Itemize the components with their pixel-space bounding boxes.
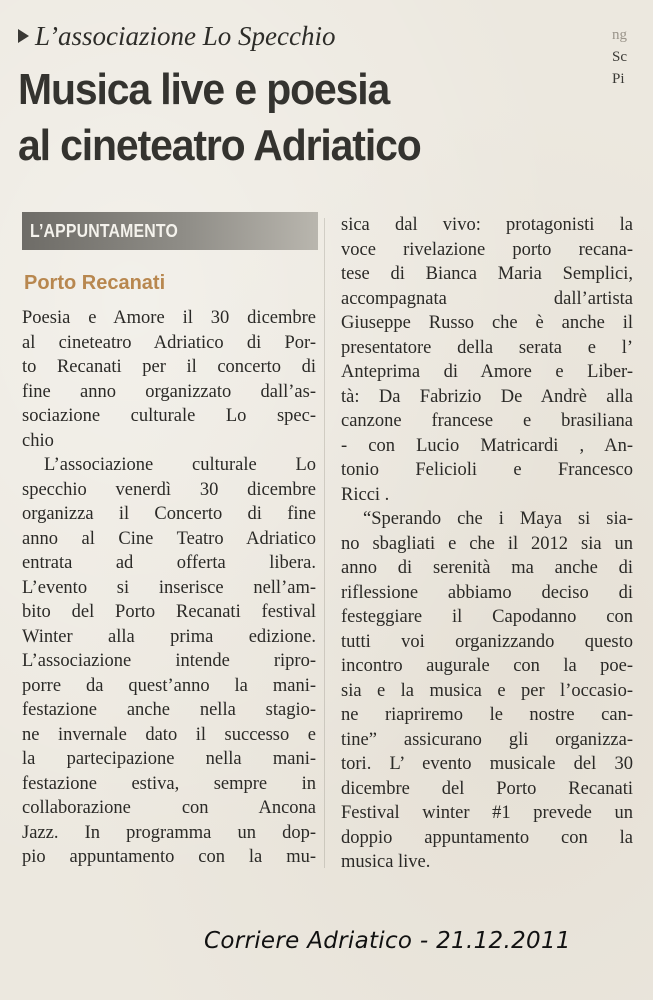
article-headline [18, 62, 576, 174]
text-line: collaborazione con Ancona [22, 798, 316, 818]
text-line: Ricci . [341, 484, 390, 505]
text-line: incontro augurale con la poe- [341, 656, 633, 676]
text-line: ne invernale dato il successo e [22, 724, 316, 745]
text-line: entrata ad offerta libera. [22, 553, 316, 573]
text-line: specchio venerdì 30 dicembre [22, 479, 316, 500]
text-line: sia e la musica e per l’occasio- [341, 680, 633, 701]
text-line: organizza il Concerto di fine [22, 504, 316, 524]
text-line: L’associazione culturale Lo [44, 455, 316, 475]
text-line: dicembre del Porto Recanati [341, 778, 633, 799]
neighbor-line: Sc [612, 49, 627, 65]
neighbor-line: Pi [612, 71, 625, 87]
text-line: festeggiare il Capodanno con [341, 607, 633, 627]
text-line: Jazz. In programma un dop- [22, 822, 316, 843]
text-line: Giuseppe Russo che è anche il [341, 313, 633, 333]
text-line: anno di serenità ma anche di [341, 558, 633, 578]
text-line: anno al Cine Teatro Adriatico [22, 528, 316, 549]
text-line: tori. L’ evento musicale del 30 [341, 754, 633, 774]
neighbor-line: ng [612, 27, 627, 43]
text-line: Winter alla prima edizione. [22, 626, 316, 647]
text-line: Festival winter #1 prevede un [341, 803, 633, 823]
text-line: porre da quest’anno la mani- [22, 675, 316, 696]
text-line: tutti voi organizzando questo [341, 631, 633, 652]
text-line: “Sperando che i Maya si sia- [363, 509, 633, 529]
text-line: festazione estiva, sempre in [22, 773, 316, 794]
neighbor-article-fragment [612, 24, 653, 94]
headline-line-2: al cineteatro Adriatico [18, 121, 421, 170]
text-line: canzone francese e brasiliana [341, 411, 633, 431]
text-line: to Recanati per il concerto di [22, 357, 316, 377]
text-line: L’associazione intende ripro- [22, 651, 316, 671]
article-column-right [341, 213, 633, 875]
column-divider [324, 218, 325, 868]
article-column-left [22, 306, 316, 870]
text-line: fine anno organizzato dall’as- [22, 381, 316, 402]
text-line: chio [22, 430, 54, 451]
text-line: presentatore della serata e l’ [341, 337, 633, 358]
text-line: riflessione abbiamo deciso di [341, 582, 633, 603]
headline-line-1: Musica live e poesia [18, 65, 390, 114]
text-line: voce rivelazione porto recana- [341, 239, 633, 260]
text-line: Anteprima di Amore e Liber- [341, 362, 633, 382]
text-line: pio appuntamento con la mu- [22, 847, 316, 867]
section-rubric [22, 212, 318, 250]
text-line: al cineteatro Adriatico di Por- [22, 332, 316, 353]
text-line: tese di Bianca Maria Semplici, [341, 264, 633, 284]
text-line: - con Lucio Matricardi , An- [341, 435, 633, 456]
text-line: la partecipazione nella mani- [22, 749, 316, 769]
text-line: tine” assicurano gli organizza- [341, 729, 633, 750]
article-dateline: Porto Recanati [24, 272, 166, 294]
text-line: ne riapriremo le nostre can- [341, 705, 633, 725]
text-line: accompagnata dall’artista [341, 288, 633, 309]
text-line: no sbagliati e che il 2012 sia un [341, 533, 633, 554]
text-line: tonio Felicioli e Francesco [341, 460, 633, 480]
kicker-text: L’associazione Lo Specchio [35, 21, 336, 51]
text-line: doppio appuntamento con la [341, 827, 633, 848]
text-line: sociazione culturale Lo spec- [22, 406, 316, 426]
text-line: sica dal vivo: protagonisti la [341, 215, 633, 235]
text-line: L’evento si inserisce nell’am- [22, 577, 316, 598]
text-line: bito del Porto Recanati festival [22, 602, 316, 622]
text-line: festazione anche nella stagio- [22, 700, 316, 720]
source-caption: Corriere Adriatico - 21.12.2011 [204, 928, 571, 954]
text-line: Poesia e Amore il 30 dicembre [22, 308, 316, 328]
text-line: musica live. [341, 852, 431, 872]
article-kicker [18, 20, 608, 52]
triangle-bullet-icon [18, 29, 29, 43]
text-line: tà: Da Fabrizio De Andrè alla [341, 386, 633, 407]
rubric-label: L’APPUNTAMENTO [30, 221, 178, 241]
